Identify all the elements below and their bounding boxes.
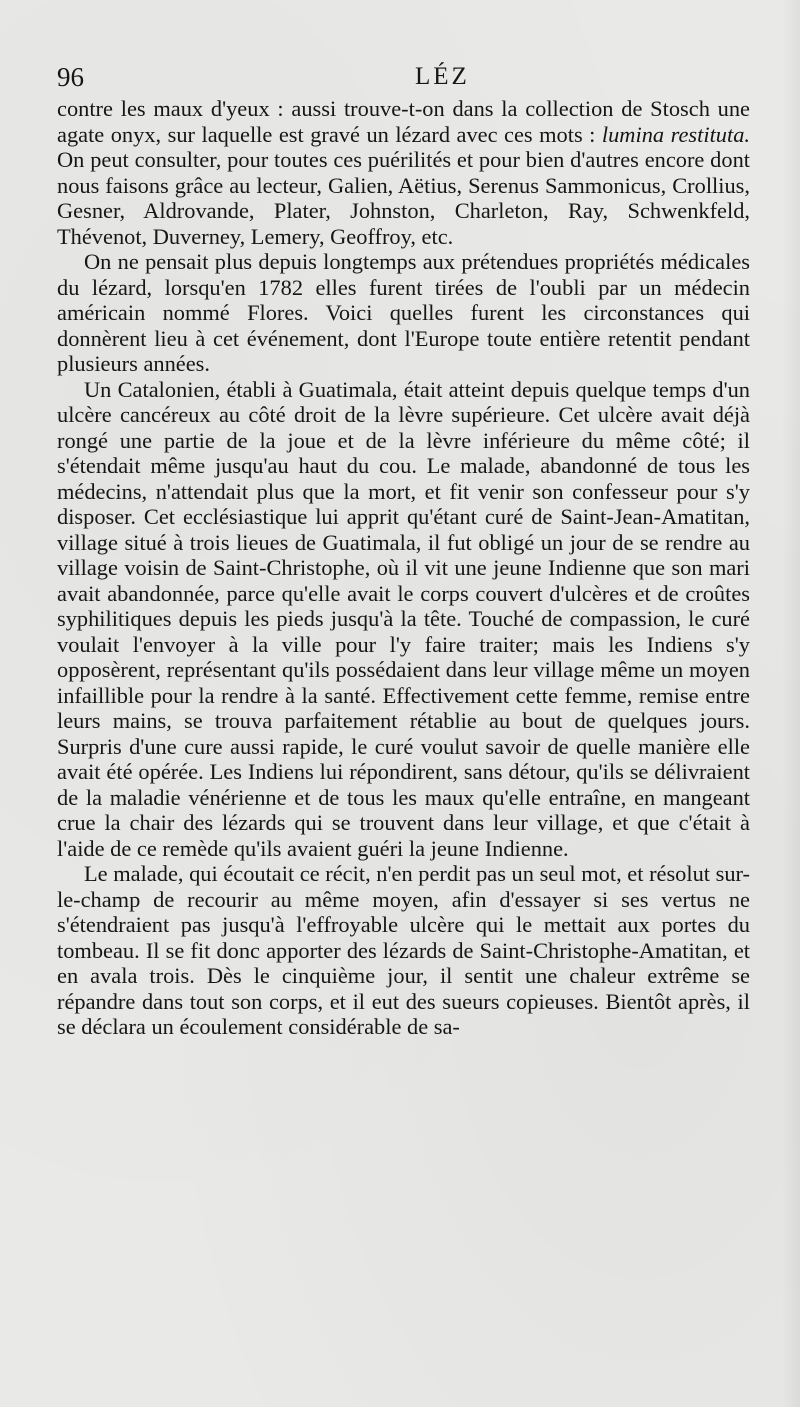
body-text: [57, 96, 750, 1040]
paragraph-1: [57, 96, 750, 249]
paragraph-2: On ne pensait plus depuis longtemps aux prétendues propriétés médicales du lézard, lorsqu'en 1782 elles furent tirées de l'oubli par un médecin américain nommé Flores. Voici quelles furent les circonstances qui donnèrent lieu à cet événement, dont l'Europe toute entière retentit pendant plusieurs années.: [57, 249, 750, 376]
page-number: 96: [57, 62, 84, 92]
latin-inscription: lumina restituta.: [601, 121, 750, 147]
page-edge-shadow: [782, 0, 800, 1407]
paragraph-4: Le malade, qui écoutait ce récit, n'en perdit pas un seul mot, et résolut sur-le-champ de recourir au même moyen, afin d'essayer si ses vertus ne s'étendraient pas jusqu'à l'effroyable ulcère qui le mettait aux portes du tombeau. Il se fit donc apporter des lézards de Saint-Christophe-Amatitan, et en avala trois. Dès le cinquième jour, il sentit une chaleur extrême se répandre dans tout son corps, et il eut des sueurs copieuses. Bientôt après, il se déclara un écoulement considérable de sa-: [57, 861, 750, 1039]
page-header: [57, 62, 752, 92]
paragraph-1-part-1: contre les maux d'yeux : aussi trouve-t-on dans la collection de Stosch une agate onyx, sur laquelle est gravé un lézard avec ces mots :: [57, 96, 750, 147]
running-head: LÉZ: [415, 63, 470, 90]
paragraph-3: Un Catalonien, établi à Guatimala, était atteint depuis quelque temps d'un ulcère cancéreux au côté droit de la lèvre supérieure. Cet ulcère avait déjà rongé une partie de la joue et de la lèvre inférieure du même côté; il s'étendait même jusqu'au haut du cou. Le malade, abandonné de tous les médecins, n'attendait plus que la mort, et fit venir son confesseur pour s'y disposer. Cet ecclésiastique lui apprit qu'étant curé de Saint-Jean-Amatitan, village situé à trois lieues de Guatimala, il fut obligé un jour de se rendre au village voisin de Saint-Christophe, où il vit une jeune Indienne que son mari avait abandonnée, parce qu'elle avait le corps couvert d'ulcères et de croûtes syphilitiques depuis les pieds jusqu'à la tête. Touché de compassion, le curé voulait l'envoyer à la ville pour l'y faire traiter; mais les Indiens s'y opposèrent, représentant qu'ils possédaient dans leur village même un moyen infaillible pour la rendre à la santé. Effectivement cette femme, remise entre leurs mains, se trouva parfaitement rétablie au bout de quelques jours. Surpris d'une cure aussi rapide, le curé voulut savoir de quelle manière elle avait été opérée. Les Indiens lui répondirent, sans détour, qu'ils se délivraient de la maladie vénérienne et de tous les maux qu'elle entraîne, en mangeant crue la chair des lézards qui se trouvent dans leur village, et que c'était à l'aide de ce remède qu'ils avaient guéri la jeune Indienne.: [57, 376, 750, 861]
paragraph-1-part-3: On peut consulter, pour toutes ces puérilités et pour bien d'autres encore dont nous faisons grâce au lecteur, Galien, Aëtius, Serenus Sammonicus, Crollius, Gesner, Aldrovande, Plater, Johnston, Charleton, Ray, Schwenkfeld, Thévenot, Duverney, Lemery, Geoffroy, etc.: [57, 147, 750, 249]
